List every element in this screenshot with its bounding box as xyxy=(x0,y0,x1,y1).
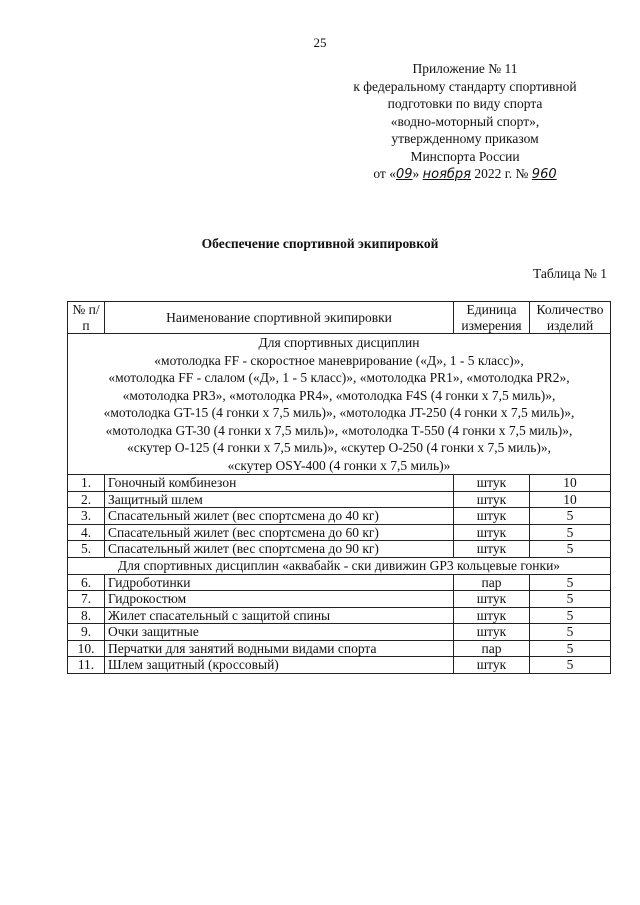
section-1-line: «мотолодка FF - слалом («Д», 1 - 5 класс)», «мотолодка PR1», «мотолодка PR2», xyxy=(108,370,570,385)
header-num: № п/п xyxy=(68,302,105,334)
row-unit: штук xyxy=(454,657,530,674)
row-name: Шлем защитный (кроссовый) xyxy=(105,657,454,674)
row-qty: 5 xyxy=(530,574,611,591)
annex-number: Приложение № 11 xyxy=(412,61,518,76)
row-num: 2. xyxy=(68,491,105,508)
row-qty: 5 xyxy=(530,657,611,674)
row-name: Гоночный комбинезон xyxy=(105,475,454,492)
row-name: Спасательный жилет (вес спортсмена до 40 кг) xyxy=(105,508,454,525)
section-1-line: «мотолодка PR3», «мотолодка PR4», «мотолодка F4S (4 гонки х 7,5 миль)», xyxy=(122,387,556,403)
row-num: 5. xyxy=(68,541,105,558)
section-row xyxy=(68,557,611,574)
row-num: 7. xyxy=(68,591,105,608)
order-number: 960 xyxy=(531,167,557,182)
row-qty: 10 xyxy=(530,475,611,492)
row-unit: штук xyxy=(454,591,530,608)
document-title: Обеспечение спортивной экипировкой xyxy=(201,236,439,251)
row-qty: 10 xyxy=(530,491,611,508)
equipment-table xyxy=(67,301,611,674)
row-unit: штук xyxy=(454,491,530,508)
header-name: Наименование спортивной экипировки xyxy=(105,302,454,334)
table-row xyxy=(68,508,611,525)
section-row xyxy=(68,334,611,475)
row-name: Очки защитные xyxy=(105,624,454,641)
annex-ministry: Минспорта России xyxy=(410,148,520,164)
row-qty: 5 xyxy=(530,508,611,525)
row-num: 1. xyxy=(68,475,105,492)
row-name: Спасательный жилет (вес спортсмена до 60 кг) xyxy=(105,524,454,541)
row-qty: 5 xyxy=(530,607,611,624)
section-1-line: «мотолодка GT-15 (4 гонки х 7,5 миль)», «мотолодка JT-250 (4 гонки х 7,5 миль)», xyxy=(103,405,575,420)
row-unit: пар xyxy=(454,640,530,657)
annex-training: подготовки по виду спорта xyxy=(387,96,543,111)
row-qty: 5 xyxy=(530,541,611,558)
table-row xyxy=(68,475,611,492)
row-unit: штук xyxy=(454,541,530,558)
row-num: 3. xyxy=(68,508,105,525)
row-unit: штук xyxy=(454,607,530,624)
section-1-line: «мотолодка GT-30 (4 гонки х 7,5 миль)», «мотолодка Т-550 (4 гонки х 7,5 миль)», xyxy=(105,422,573,438)
header-unit: Единица измерения xyxy=(454,302,530,334)
section-1-line: «скутер OSY-400 (4 гонки х 7,5 миль)» xyxy=(227,457,451,473)
date-mid: » xyxy=(412,166,420,181)
date-prefix: от « xyxy=(373,166,396,181)
row-unit: пар xyxy=(454,574,530,591)
table-row xyxy=(68,491,611,508)
annex-standard: к федеральному стандарту спортивной xyxy=(353,78,577,94)
table-row xyxy=(68,640,611,657)
table-row xyxy=(68,574,611,591)
table-header-row xyxy=(68,302,611,334)
table-row xyxy=(68,607,611,624)
section-1-header xyxy=(68,334,611,475)
table-label: Таблица № 1 xyxy=(533,266,607,281)
row-name: Спасательный жилет (вес спортсмена до 90 кг) xyxy=(105,541,454,558)
row-num: 8. xyxy=(68,607,105,624)
page-number: 25 xyxy=(313,35,327,50)
row-qty: 5 xyxy=(530,524,611,541)
annex-sport: «водно-моторный спорт», xyxy=(390,113,540,129)
row-name: Перчатки для занятий водными видами спорта xyxy=(105,640,454,657)
row-name: Гидроботинки xyxy=(105,574,454,591)
row-name: Защитный шлем xyxy=(105,491,454,508)
annex-date-line xyxy=(330,165,600,184)
date-day: 09 xyxy=(395,167,413,182)
section-1-line: Для спортивных дисциплин xyxy=(258,335,420,350)
row-unit: штук xyxy=(454,624,530,641)
row-num: 9. xyxy=(68,624,105,641)
row-num: 11. xyxy=(68,657,105,674)
row-name: Гидрокостюм xyxy=(105,591,454,608)
section-1-line: «скутер О-125 (4 гонки х 7,5 миль)», «скутер О-250 (4 гонки х 7,5 миль)», xyxy=(126,440,552,455)
row-qty: 5 xyxy=(530,591,611,608)
date-year: 2022 г. № xyxy=(474,166,529,181)
row-unit: штук xyxy=(454,508,530,525)
table-row xyxy=(68,524,611,541)
table-row xyxy=(68,591,611,608)
annex-approved: утвержденному приказом xyxy=(391,131,539,146)
table-row xyxy=(68,624,611,641)
row-num: 6. xyxy=(68,574,105,591)
row-qty: 5 xyxy=(530,624,611,641)
table-row xyxy=(68,657,611,674)
section-1-line: «мотолодка FF - скоростное маневрирование («Д», 1 - 5 класс)», xyxy=(154,352,524,368)
row-num: 4. xyxy=(68,524,105,541)
row-unit: штук xyxy=(454,475,530,492)
header-qty: Количество изделий xyxy=(530,302,611,334)
row-num: 10. xyxy=(68,640,105,657)
section-2-header: Для спортивных дисциплин «аквабайк - ски дивижин GP3 кольцевые гонки» xyxy=(68,557,611,574)
table-row xyxy=(68,541,611,558)
annex-header xyxy=(330,60,600,184)
row-name: Жилет спасательный с защитой спины xyxy=(105,607,454,624)
date-month: ноября xyxy=(422,167,472,182)
row-unit: штук xyxy=(454,524,530,541)
row-qty: 5 xyxy=(530,640,611,657)
